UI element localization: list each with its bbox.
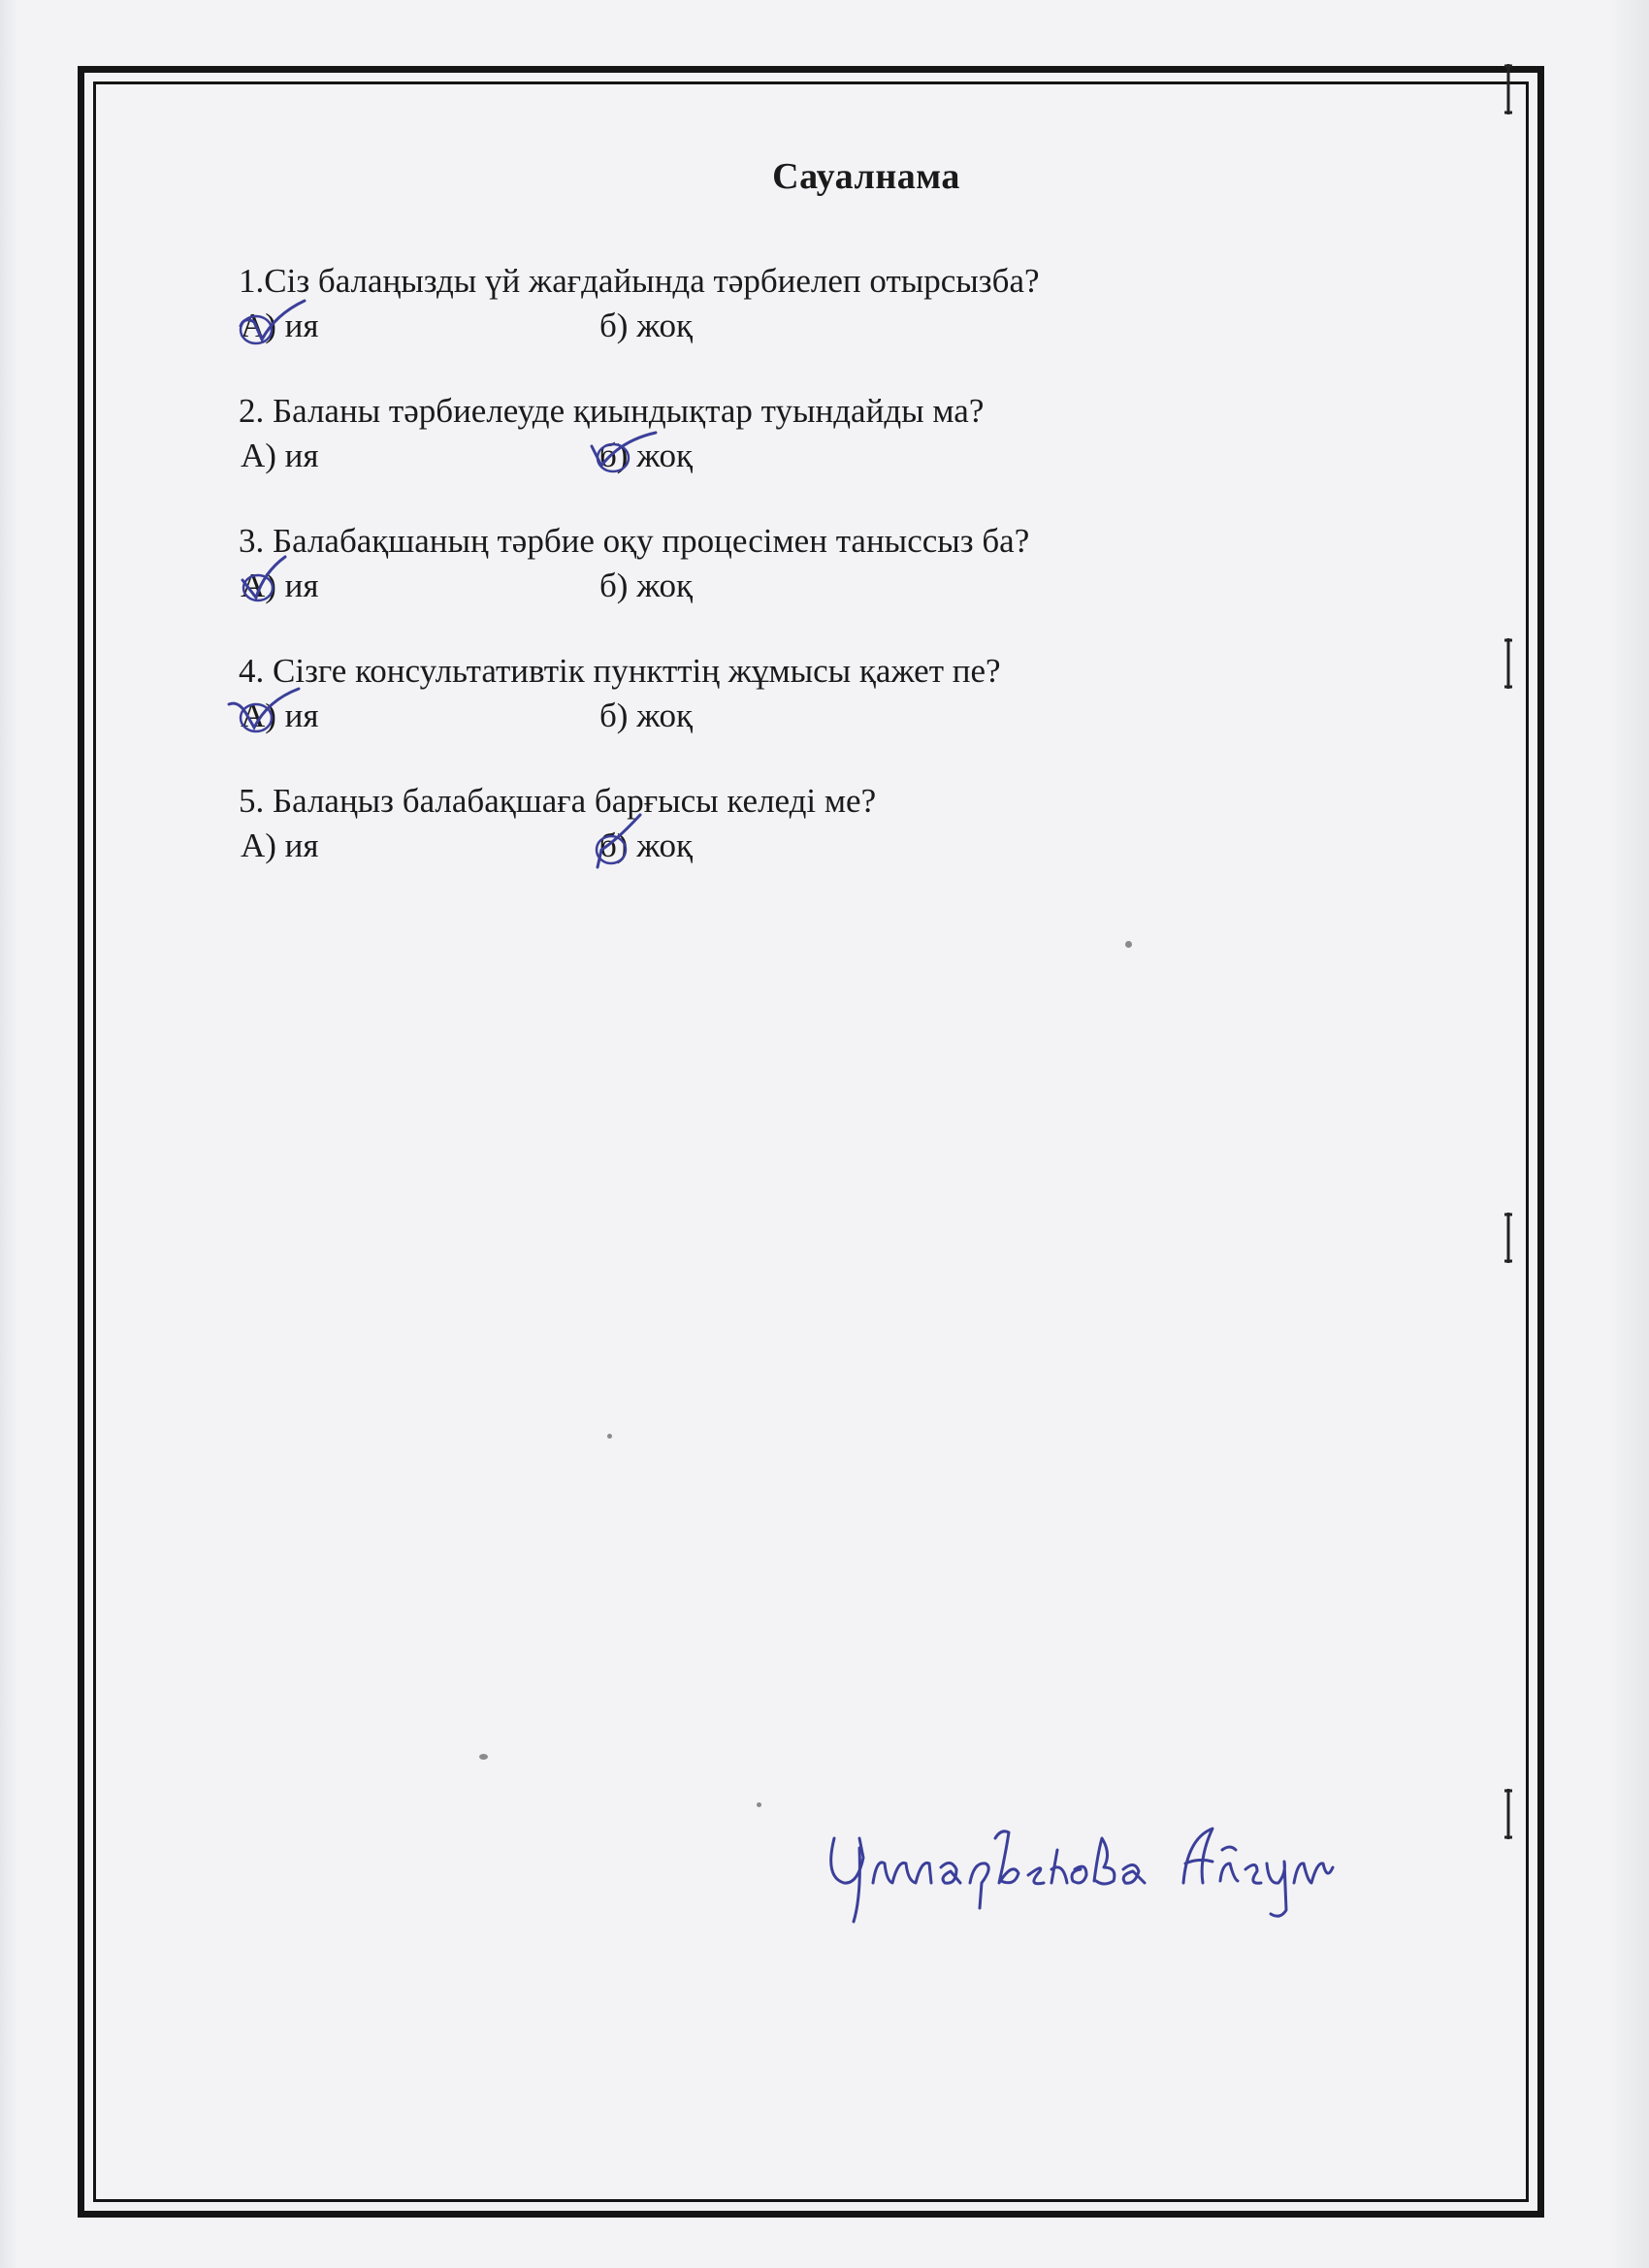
handwritten-signature bbox=[815, 1799, 1339, 1950]
question-2-option-b[interactable]: б) жоқ bbox=[599, 437, 694, 474]
question-4-text: 4. Сізге консультативтік пункттің жұмысы қажет пе? bbox=[239, 652, 1001, 690]
question-4-option-a[interactable]: А) ия bbox=[241, 697, 319, 734]
checkmark-icon bbox=[225, 685, 312, 735]
question-1-text: 1.Сіз балаңызды үй жағдайында тәрбиелеп отырсызба? bbox=[239, 262, 1040, 300]
question-1-option-b[interactable]: б) жоқ bbox=[599, 307, 694, 344]
speck bbox=[1125, 941, 1132, 948]
question-3-option-a[interactable]: А) ия bbox=[241, 567, 319, 604]
binding-mark bbox=[1503, 1211, 1514, 1265]
speck bbox=[757, 1802, 761, 1807]
question-5-text: 5. Балаңыз балабақшаға барғысы келеді ме? bbox=[239, 782, 877, 820]
question-5-option-a[interactable]: А) ия bbox=[241, 826, 319, 864]
question-3-option-b[interactable]: б) жоқ bbox=[599, 567, 694, 604]
checkmark-icon bbox=[233, 297, 310, 347]
binding-mark bbox=[1503, 62, 1514, 116]
checkmark-icon bbox=[586, 427, 673, 477]
document-title: Сауалнама bbox=[772, 156, 960, 197]
question-4-option-b[interactable]: б) жоқ bbox=[599, 697, 694, 734]
question-2-text: 2. Баланы тәрбиелеуде қиындықтар туындайды ма? bbox=[239, 392, 985, 430]
checkmark-icon bbox=[588, 811, 665, 871]
binding-mark bbox=[1503, 1787, 1514, 1841]
question-5-option-b[interactable]: б) жоқ bbox=[599, 826, 694, 864]
checkmark-icon bbox=[233, 551, 310, 605]
speck bbox=[607, 1434, 612, 1439]
speck bbox=[479, 1754, 488, 1760]
question-3-text: 3. Балабақшаның тәрбие оқу процесімен таныссыз ба? bbox=[239, 522, 1030, 560]
binding-mark bbox=[1503, 636, 1514, 691]
question-2-option-a[interactable]: А) ия bbox=[241, 437, 319, 474]
question-1-option-a[interactable]: А) ия bbox=[241, 307, 319, 344]
